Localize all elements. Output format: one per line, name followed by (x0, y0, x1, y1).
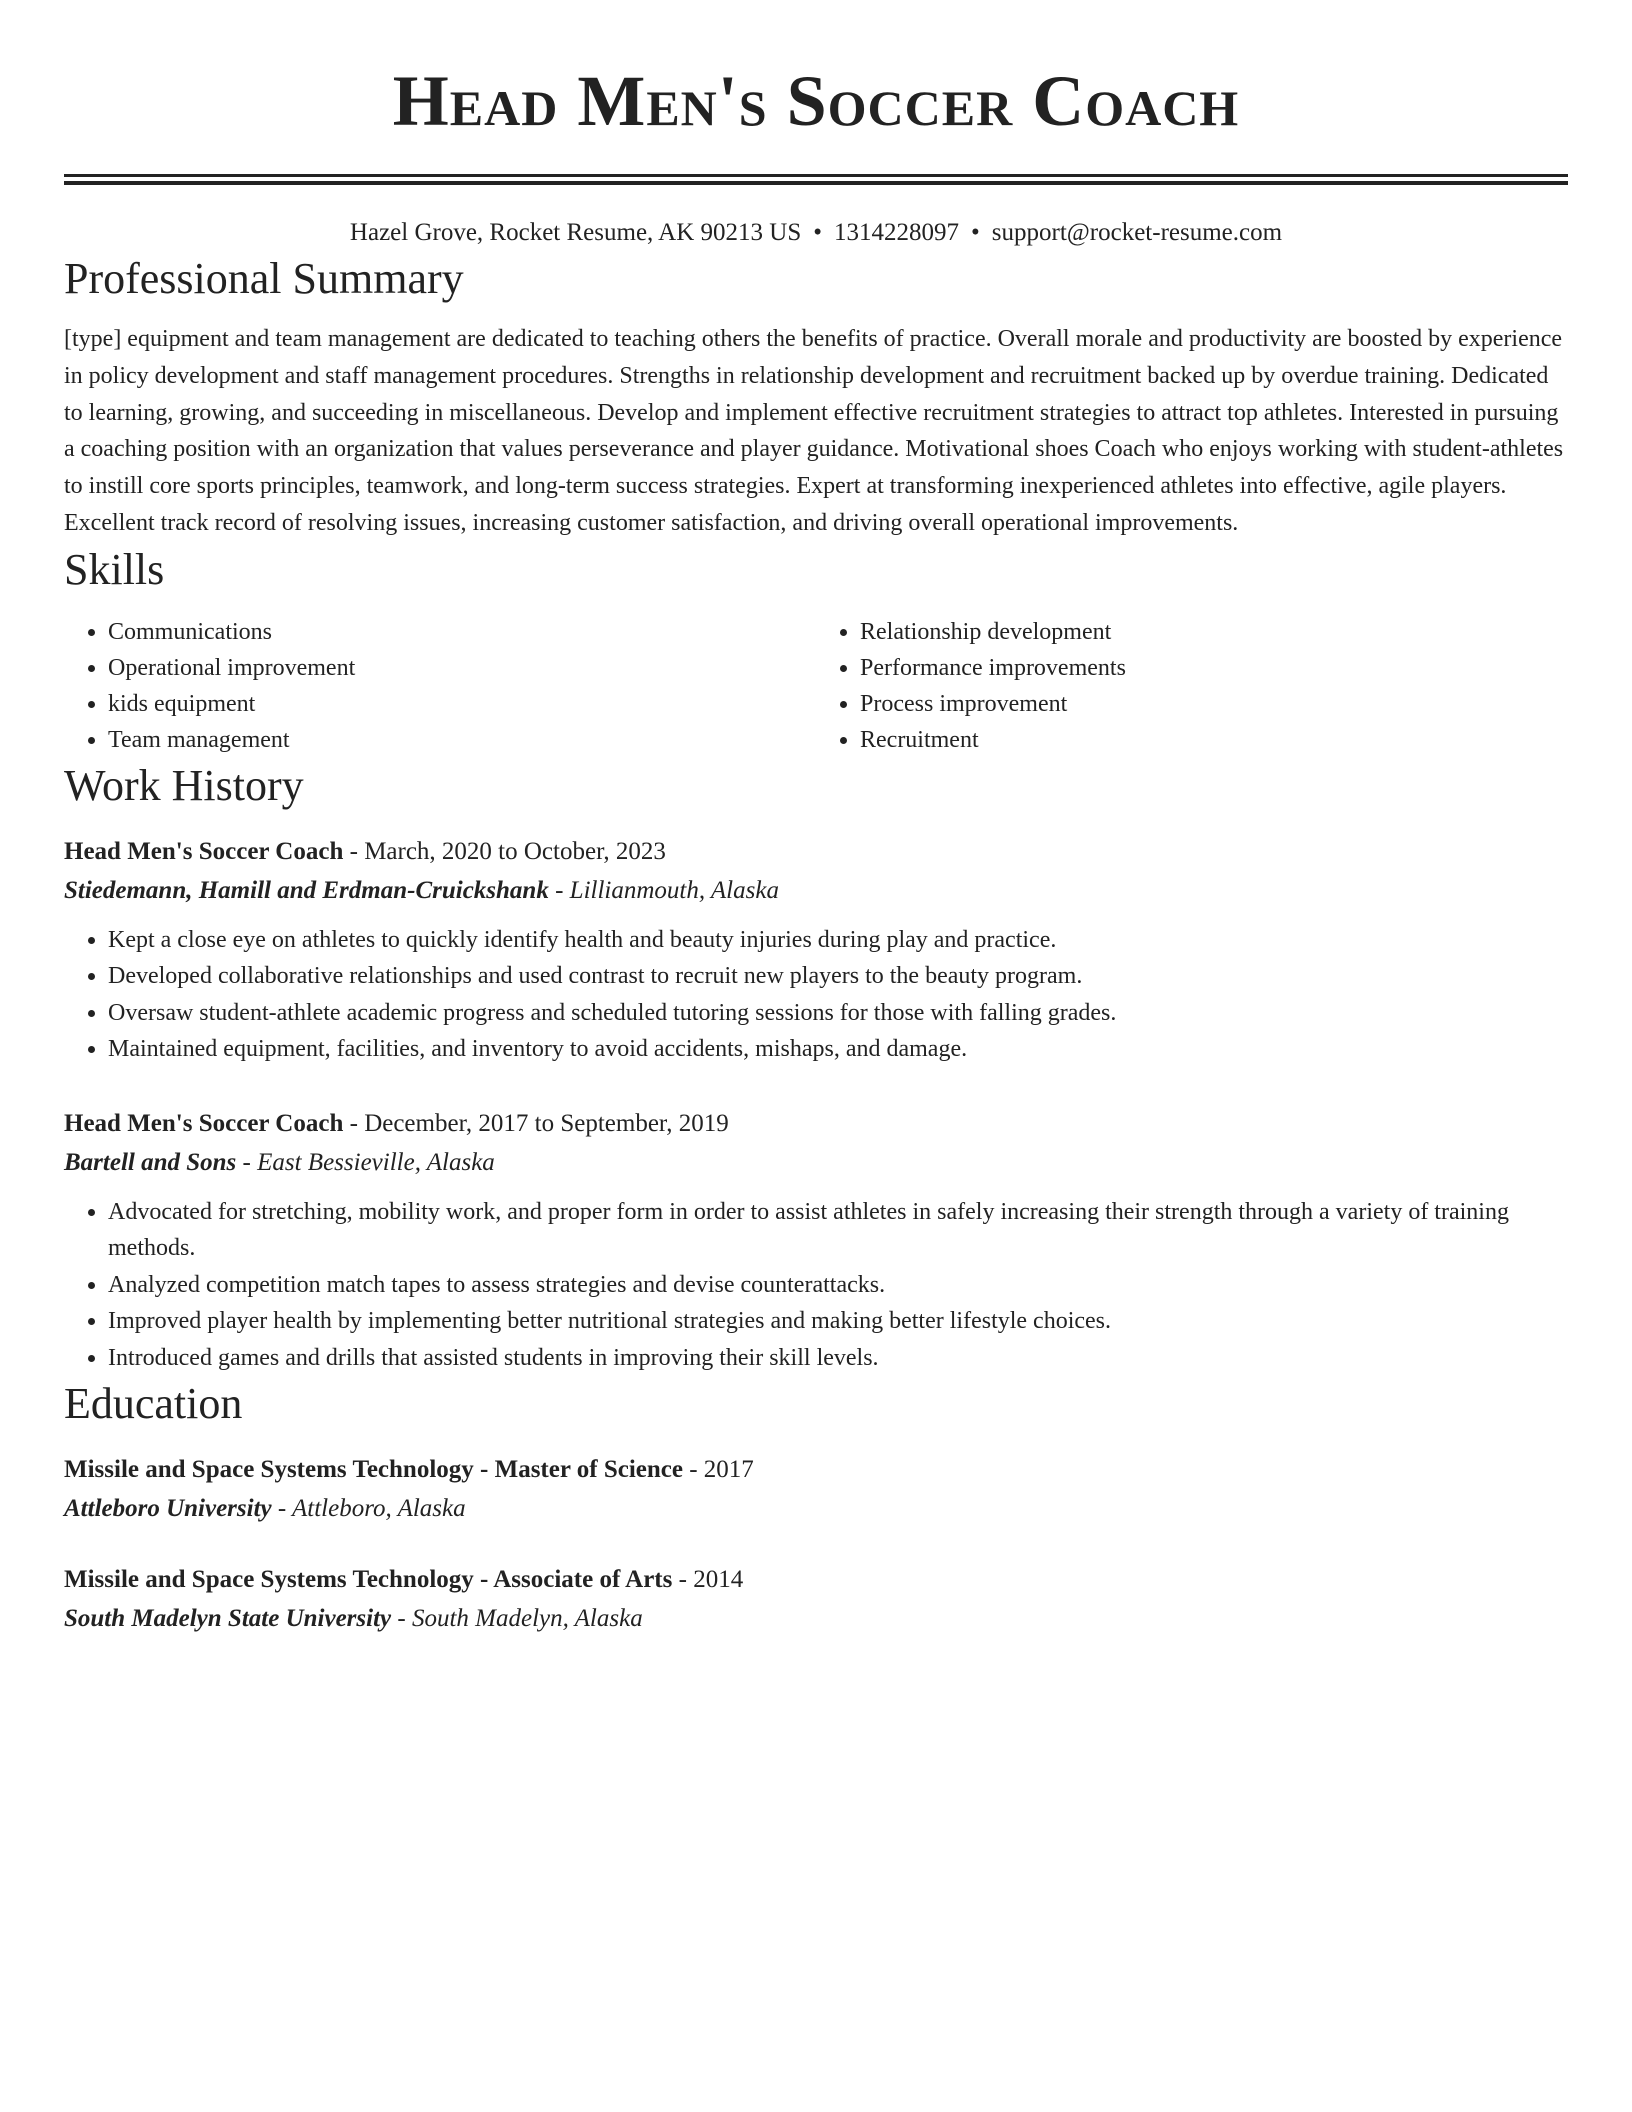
job-role-line: Head Men's Soccer Coach - December, 2017 to September, 2019 (64, 1109, 729, 1137)
job-location: Lillianmouth, Alaska (569, 876, 779, 904)
job-employer: Stiedemann, Hamill and Erdman-Cruickshank (64, 876, 549, 904)
job-employer: Bartell and Sons (64, 1148, 237, 1176)
education-school: South Madelyn State University (64, 1605, 392, 1633)
education-school-line: Attleboro University - Attleboro, Alaska (64, 1495, 466, 1523)
education-entry (64, 1560, 1568, 1638)
job-bullet: • Introduced games and drills that assisted students in improving their skill levels. (108, 1340, 1568, 1377)
job-title: Head Men's Soccer Coach (64, 837, 344, 865)
contact-separator: • (971, 219, 980, 246)
job-bullet: • Kept a close eye on athletes to quickly identify health and beauty injuries during play and practice. (108, 922, 1568, 959)
education-year: 2017 (703, 1456, 754, 1484)
section-heading-education: Education (64, 1379, 243, 1429)
job-entry (64, 1104, 1568, 1377)
education-degree: Missile and Space Systems Technology - Associate of Arts (64, 1566, 673, 1594)
resume-title: Head Men's Soccer Coach (392, 61, 1240, 141)
education-location: South Madelyn, Alaska (411, 1605, 643, 1633)
job-bullets (64, 1194, 1568, 1377)
job-bullet: • Analyzed competition match tapes to assess strategies and devise counterattacks. (108, 1267, 1568, 1304)
skills-column-left (64, 614, 816, 758)
job-dates: December, 2017 to September, 2019 (364, 1109, 729, 1137)
job-bullet: • Improved player health by implementing better nutritional strategies and making better lifestyle choices. (108, 1303, 1568, 1340)
contact-email: support@rocket-resume.com (991, 219, 1283, 246)
job-bullet: • Maintained equipment, facilities, and inventory to avoid accidents, mishaps, and damage. (108, 1031, 1568, 1068)
contact-phone: 1314228097 (834, 219, 959, 246)
title-double-rule (64, 174, 1568, 185)
job-role-line: Head Men's Soccer Coach - March, 2020 to October, 2023 (64, 837, 666, 865)
education-school: Attleboro University (64, 1495, 272, 1523)
skill-item: • Operational improvement (108, 650, 816, 686)
education-location: Attleboro, Alaska (292, 1495, 466, 1523)
job-entry (64, 832, 1568, 1068)
contact-line (64, 215, 1568, 251)
section-heading-work-history: Work History (64, 760, 304, 810)
job-title: Head Men's Soccer Coach (64, 1109, 344, 1137)
skills-column-right (816, 614, 1568, 758)
contact-address: Hazel Grove, Rocket Resume, AK 90213 US (349, 219, 802, 246)
job-bullet: • Oversaw student-athlete academic progress and scheduled tutoring sessions for those with falling grades. (108, 995, 1568, 1032)
contact-separator: • (813, 219, 822, 246)
skill-item: • Relationship development (860, 614, 1568, 650)
education-entry (64, 1450, 1568, 1528)
skill-item: • Team management (108, 722, 816, 758)
job-employer-line: Stiedemann, Hamill and Erdman-Cruickshank - Lillianmouth, Alaska (64, 876, 779, 904)
job-bullet: • Advocated for stretching, mobility work, and proper form in order to assist athletes in safely increasing their strength through a variety of training methods. (108, 1194, 1568, 1267)
education-year: 2014 (693, 1566, 744, 1594)
section-heading-skills: Skills (64, 544, 165, 594)
job-dates: March, 2020 to October, 2023 (364, 837, 666, 865)
job-bullet: • Developed collaborative relationships and used contrast to recruit new players to the beauty program. (108, 958, 1568, 995)
skill-item: • Process improvement (860, 686, 1568, 722)
section-heading-summary: Professional Summary (64, 254, 464, 303)
job-employer-line: Bartell and Sons - East Bessieville, Alaska (64, 1148, 495, 1176)
summary-text: [type] equipment and team management are dedicated to teaching others the benefits of practice. Overall morale and productivity are boosted by experience in policy development and staff management procedures. Strengths in relationship development and recruitment backed up by overdue training. Dedicated to learning, growing, and succeeding in miscellaneous. Develop and implement effective recruitment strategies to attract top athletes. Interested in pursuing a coaching position with an organization that values perseverance and player guidance. Motivational shoes Coach who enjoys working with student-athletes to instill core sports principles, teamwork, and long-term success strategies. Expert at transforming inexperienced athletes into effective, agile players. Excellent track record of resolving issues, increasing customer satisfaction, and driving overall operational improvements. (64, 326, 1564, 536)
job-bullets (64, 922, 1568, 1068)
education-school-line: South Madelyn State University - South Madelyn, Alaska (64, 1605, 643, 1633)
skill-item: • Recruitment (860, 722, 1568, 758)
skill-item: • Communications (108, 614, 816, 650)
education-degree: Missile and Space Systems Technology - Master of Science (64, 1456, 683, 1484)
education-degree-line: Missile and Space Systems Technology - Master of Science - 2017 (64, 1456, 754, 1484)
skill-item: • kids equipment (108, 686, 816, 722)
job-location: East Bessieville, Alaska (257, 1148, 495, 1176)
education-degree-line: Missile and Space Systems Technology - Associate of Arts - 2014 (64, 1566, 744, 1594)
skills-list (64, 614, 1568, 758)
skill-item: • Performance improvements (860, 650, 1568, 686)
